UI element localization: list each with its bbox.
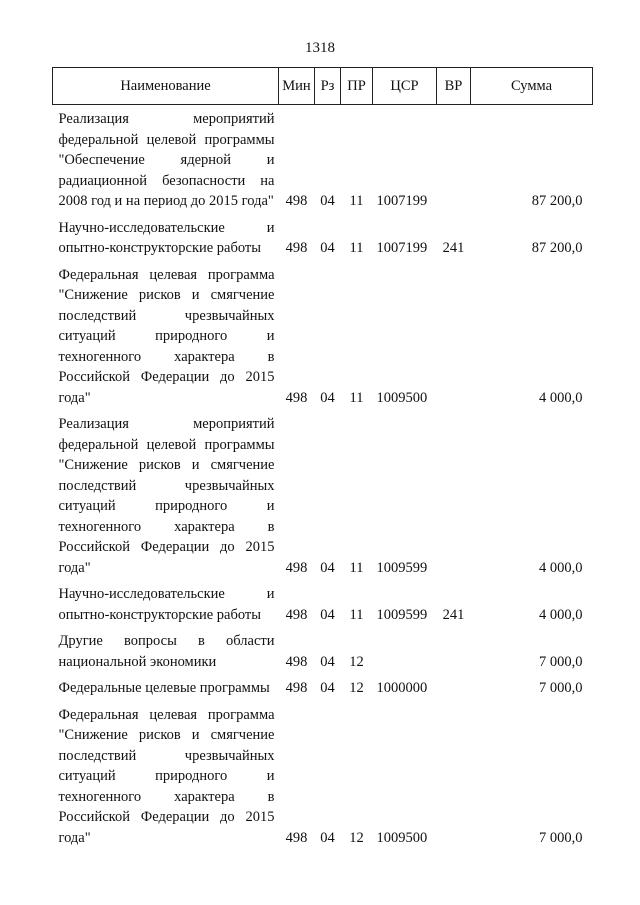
table-row bbox=[53, 678, 593, 705]
row-pr: 12 bbox=[349, 653, 364, 670]
row-csr bbox=[373, 631, 437, 678]
row-min: 498 bbox=[285, 606, 308, 623]
row-name: Реализация мероприятий федеральной целевой программы "Снижение рисков и смягчение последствий чрезвычайных ситуаций природного и техногенного характера в Российской Федерации до 2015 года" bbox=[58, 416, 275, 576]
row-name: Научно-исследовательские и опытно-конструкторские работы bbox=[58, 586, 275, 623]
header-min: Мин bbox=[279, 68, 315, 105]
row-sum: 4 000,0 bbox=[539, 606, 583, 623]
table-row bbox=[53, 705, 593, 855]
row-rz: 04 bbox=[320, 240, 335, 256]
row-min: 498 bbox=[285, 559, 308, 576]
row-csr: 1007199 bbox=[376, 193, 428, 209]
header-pr: ПР bbox=[341, 68, 373, 105]
row-pr: 11 bbox=[349, 240, 364, 256]
row-name: Другие вопросы в области национальной экономики bbox=[58, 633, 275, 670]
table-row bbox=[53, 218, 593, 265]
row-vr: 241 bbox=[442, 240, 465, 256]
row-sum: 7 000,0 bbox=[539, 653, 583, 670]
row-min: 498 bbox=[285, 829, 308, 846]
row-vr bbox=[437, 631, 471, 678]
budget-table bbox=[52, 67, 593, 854]
row-name: Реализация мероприятий федеральной целевой программы "Обеспечение ядерной и радиационной безопасности на 2008 год и на период до 2015 года" bbox=[58, 111, 275, 209]
row-csr: 1009500 bbox=[376, 389, 428, 406]
row-rz: 04 bbox=[320, 193, 335, 209]
row-vr: 241 bbox=[442, 606, 465, 623]
page-number: 1318 bbox=[305, 40, 335, 56]
row-name: Научно-исследовательские и опытно-конструкторские работы bbox=[58, 219, 275, 256]
row-csr: 1007199 bbox=[376, 240, 428, 256]
row-min: 498 bbox=[285, 680, 308, 696]
row-sum: 7 000,0 bbox=[539, 680, 583, 696]
row-pr: 11 bbox=[349, 193, 364, 209]
row-rz: 04 bbox=[320, 559, 335, 576]
row-vr bbox=[437, 678, 471, 705]
row-name: Федеральная целевая программа "Снижение рисков и смягчение последствий чрезвычайных ситуаций природного и техногенного характера в Российской Федерации до 2015 года" bbox=[58, 706, 275, 846]
row-vr bbox=[437, 414, 471, 584]
row-min: 498 bbox=[285, 389, 308, 406]
table-row bbox=[53, 584, 593, 631]
row-csr: 1009599 bbox=[376, 559, 428, 576]
row-csr: 1009599 bbox=[376, 606, 428, 623]
row-rz: 04 bbox=[320, 606, 335, 623]
row-sum: 4 000,0 bbox=[539, 559, 583, 576]
table-row bbox=[53, 265, 593, 415]
header-row bbox=[53, 68, 593, 105]
row-sum: 7 000,0 bbox=[539, 829, 583, 846]
row-min: 498 bbox=[285, 193, 308, 209]
row-vr bbox=[437, 705, 471, 855]
table-row bbox=[53, 414, 593, 584]
row-rz: 04 bbox=[320, 680, 335, 696]
row-csr: 1009500 bbox=[376, 829, 428, 846]
row-min: 498 bbox=[285, 240, 308, 256]
header-csr: ЦСР bbox=[373, 68, 437, 105]
table-row bbox=[53, 631, 593, 678]
row-pr: 12 bbox=[349, 680, 364, 696]
row-sum: 87 200,0 bbox=[531, 240, 583, 256]
header-rz: Рз bbox=[315, 68, 341, 105]
row-rz: 04 bbox=[320, 829, 335, 846]
row-name: Федеральные целевые программы bbox=[58, 680, 270, 696]
row-pr: 11 bbox=[349, 559, 364, 576]
row-rz: 04 bbox=[320, 389, 335, 406]
row-min: 498 bbox=[285, 653, 308, 670]
row-sum: 4 000,0 bbox=[539, 389, 583, 406]
row-name: Федеральная целевая программа "Снижение рисков и смягчение последствий чрезвычайных ситуаций природного и техногенного характера в Российской Федерации до 2015 года" bbox=[58, 266, 275, 406]
table-row bbox=[53, 105, 593, 218]
row-sum: 87 200,0 bbox=[531, 193, 583, 209]
header-vr: ВР bbox=[437, 68, 471, 105]
header-name: Наименование bbox=[53, 68, 279, 105]
row-vr bbox=[437, 265, 471, 415]
row-vr bbox=[437, 105, 471, 218]
row-csr: 1000000 bbox=[376, 680, 428, 696]
header-sum: Сумма bbox=[471, 68, 593, 105]
row-pr: 12 bbox=[349, 829, 364, 846]
row-pr: 11 bbox=[349, 606, 364, 623]
row-pr: 11 bbox=[349, 389, 364, 406]
row-rz: 04 bbox=[320, 653, 335, 670]
